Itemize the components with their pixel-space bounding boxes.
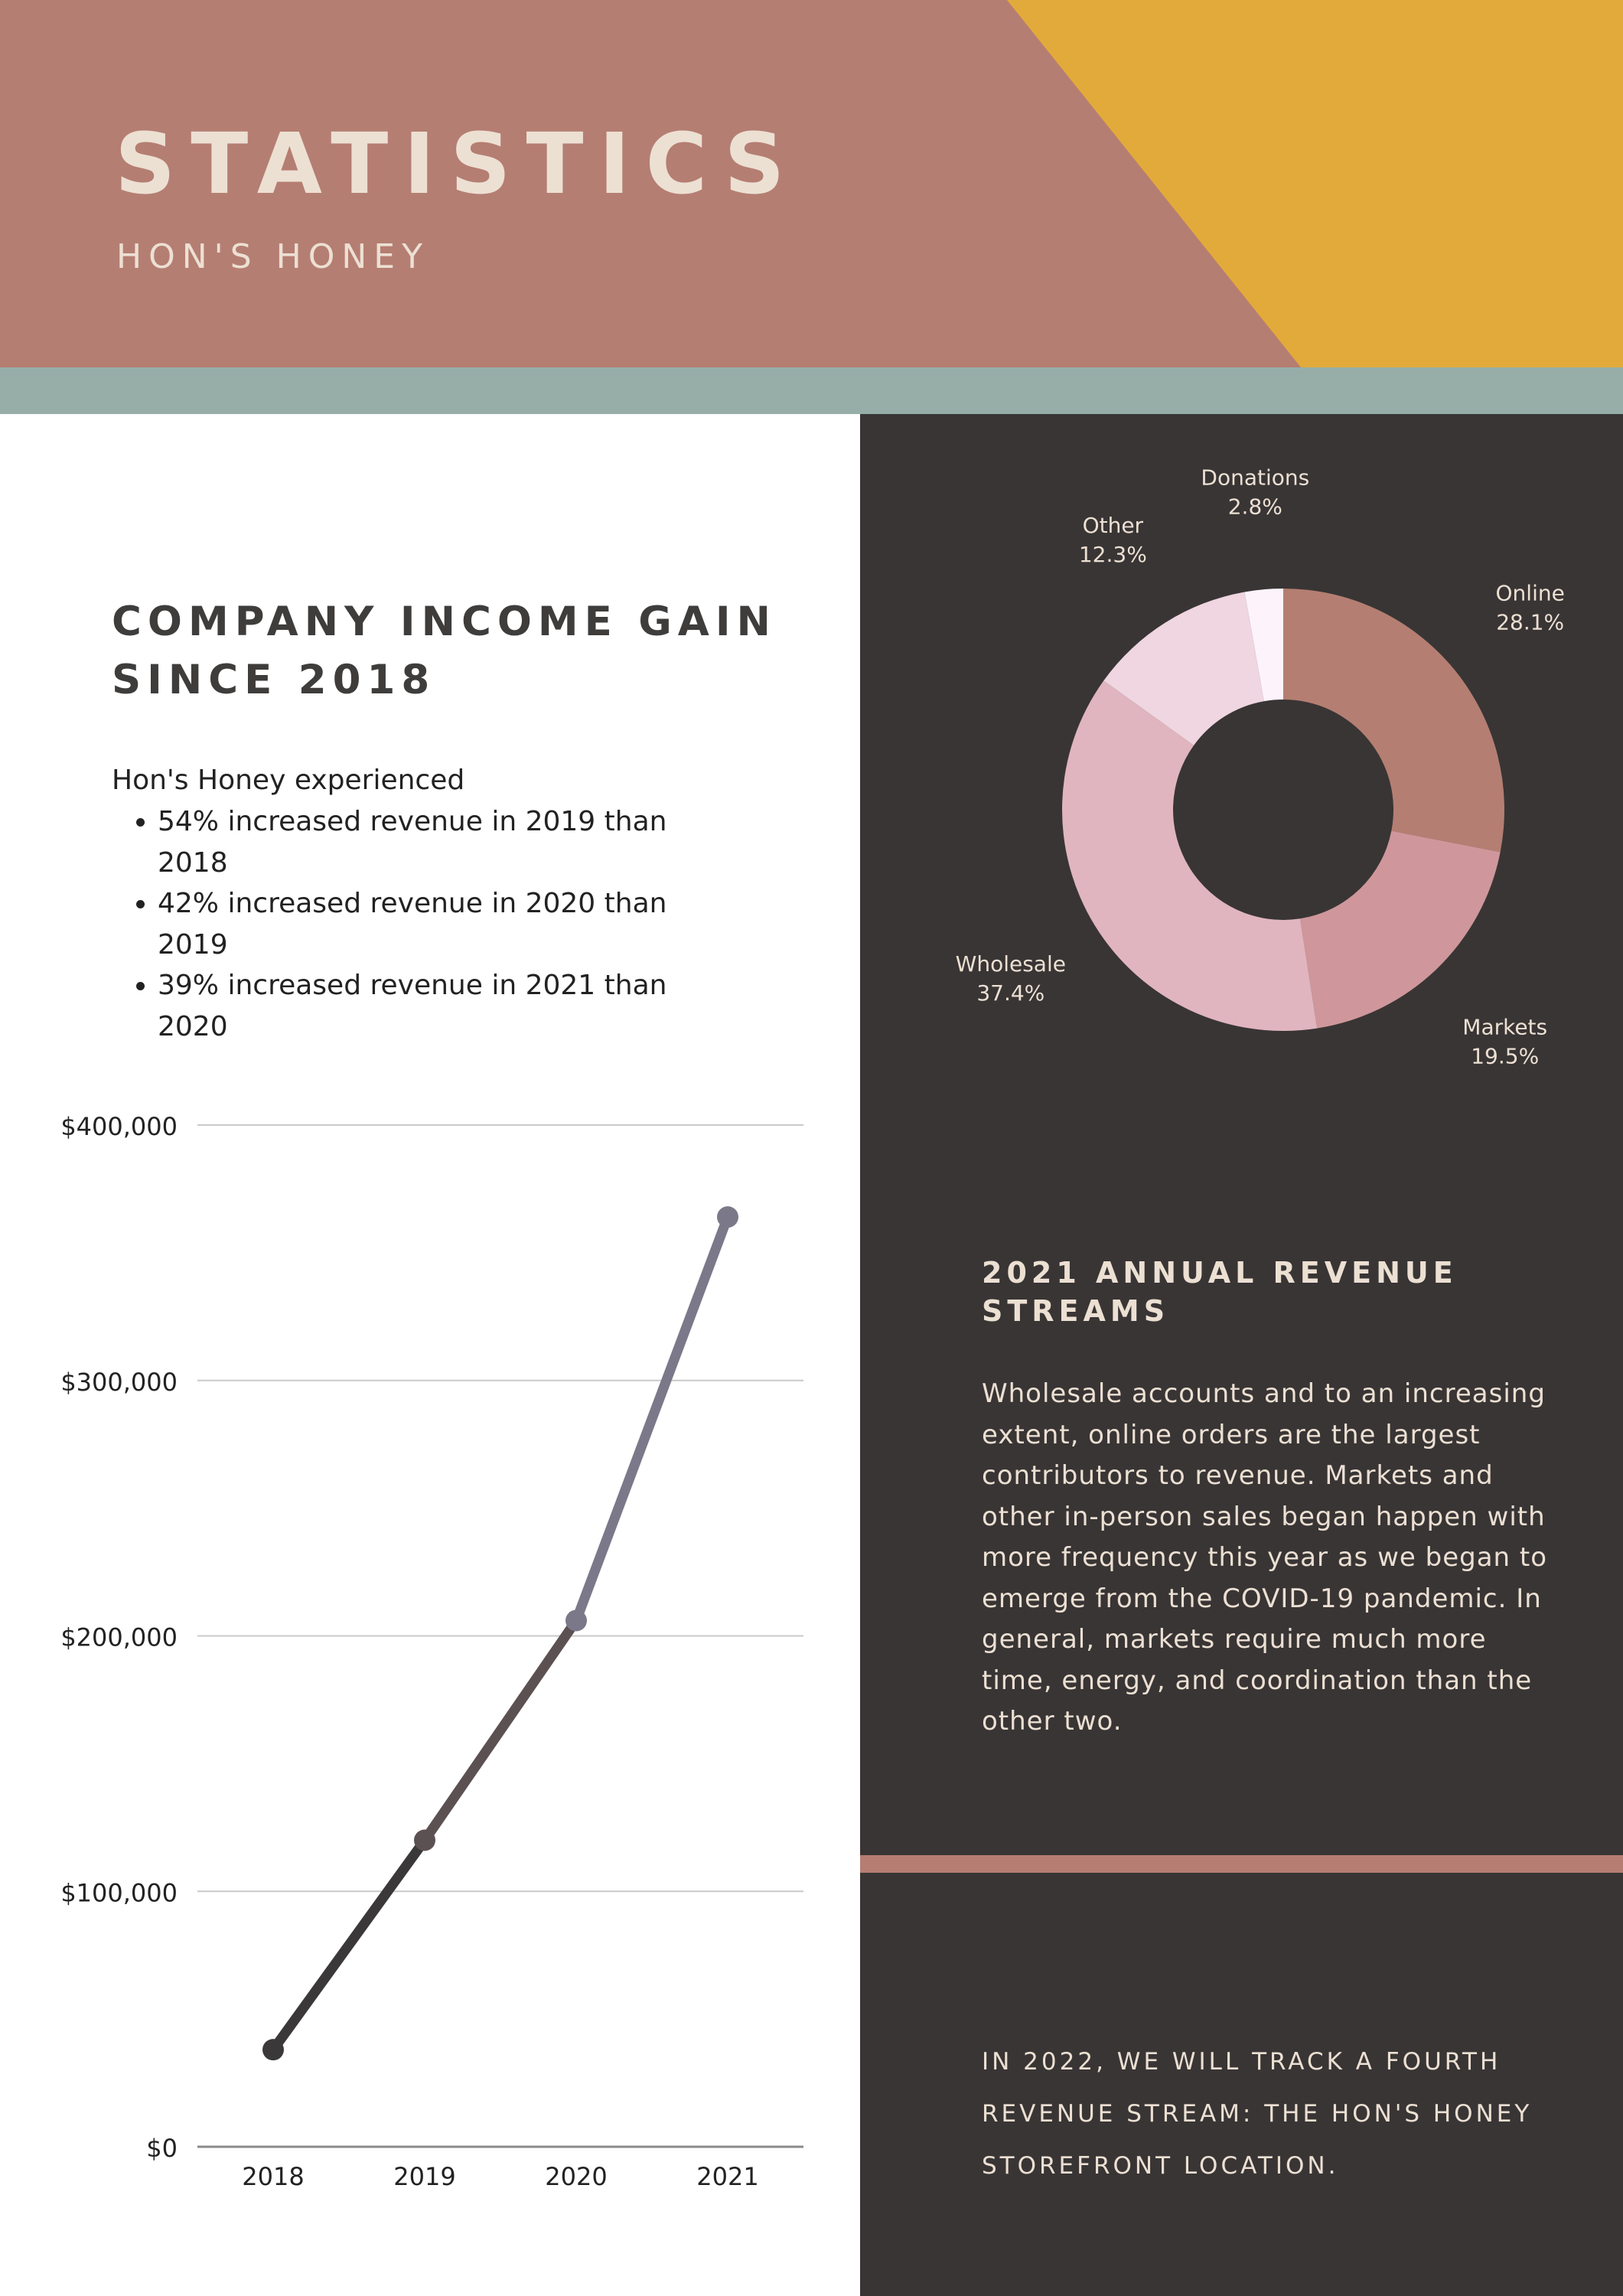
revenue-streams-body: Wholesale accounts and to an increasing extent, online orders are the largest contributors to revenue. Markets and other in-person sales began happen with more frequency this year as we began to emerge from the COVID-19 pandemic. In general, markets require much more time, energy, and coordination than the other two. (982, 1378, 1548, 1737)
slice-percent-label: 28.1% (1496, 609, 1565, 635)
slice-name-label: Markets (1462, 1014, 1548, 1040)
series-line-segment (273, 1841, 425, 2050)
x-tick-label: 2018 (242, 2162, 305, 2191)
income-bullet: • 42% increased revenue in 2020 than 2019 (158, 883, 739, 965)
x-tick-label: 2019 (393, 2162, 456, 2191)
data-point (414, 1830, 435, 1851)
data-point (565, 1609, 587, 1631)
slice-name-label: Other (1082, 513, 1144, 539)
slice-name-label: Online (1495, 580, 1565, 606)
slice-label-donations (1201, 465, 1309, 520)
slice-percent-label: 37.4% (976, 980, 1045, 1006)
income-line-chart (0, 1087, 860, 2235)
slice-label-markets (1462, 1014, 1547, 1068)
slice-label-wholesale (956, 951, 1066, 1006)
y-tick-label: $200,000 (60, 1623, 178, 1652)
slice-percent-label: 19.5% (1471, 1043, 1540, 1069)
slice-percent-label: 12.3% (1078, 542, 1147, 568)
revenue-donut-chart (860, 414, 1623, 1179)
y-tick-label: $300,000 (60, 1367, 178, 1397)
slice-label-other (1079, 513, 1147, 567)
y-tick-label: $100,000 (60, 1878, 178, 1908)
y-tick-label: $400,000 (60, 1112, 178, 1141)
page-title: STATISTICS (115, 115, 800, 213)
header-sage-stripe (0, 367, 1623, 414)
series-line-segment (425, 1620, 576, 1840)
data-point (717, 1206, 738, 1228)
donut-slice-markets (1300, 831, 1501, 1029)
x-tick-label: 2021 (696, 2162, 759, 2191)
x-tick-label: 2020 (545, 2162, 608, 2191)
y-tick-label: $0 (146, 2134, 178, 2163)
income-bullet: • 54% increased revenue in 2019 than 2018 (158, 801, 739, 883)
data-point (262, 2039, 284, 2060)
slice-name-label: Wholesale (955, 951, 1066, 977)
income-bullet: • 39% increased revenue in 2021 than 2020 (158, 965, 739, 1047)
page-subtitle: HON'S HONEY (116, 237, 429, 276)
series-line-segment (576, 1217, 728, 1620)
slice-percent-label: 2.8% (1227, 494, 1282, 520)
slice-label-online (1496, 580, 1565, 634)
income-heading: COMPANY INCOME GAIN SINCE 2018 (112, 598, 777, 703)
income-bullet-list (112, 801, 739, 1047)
storefront-note: IN 2022, WE WILL TRACK A FOURTH REVENUE STREAM: THE HON'S HONEY STOREFRONT LOCATION. (982, 2048, 1533, 2180)
revenue-streams-heading: 2021 ANNUAL REVENUE STREAMS (982, 1256, 1458, 1328)
panel-divider (860, 1855, 1623, 1873)
income-intro: Hon's Honey experienced (112, 765, 465, 796)
slice-name-label: Donations (1201, 465, 1310, 491)
donut-slice-online (1283, 589, 1504, 852)
